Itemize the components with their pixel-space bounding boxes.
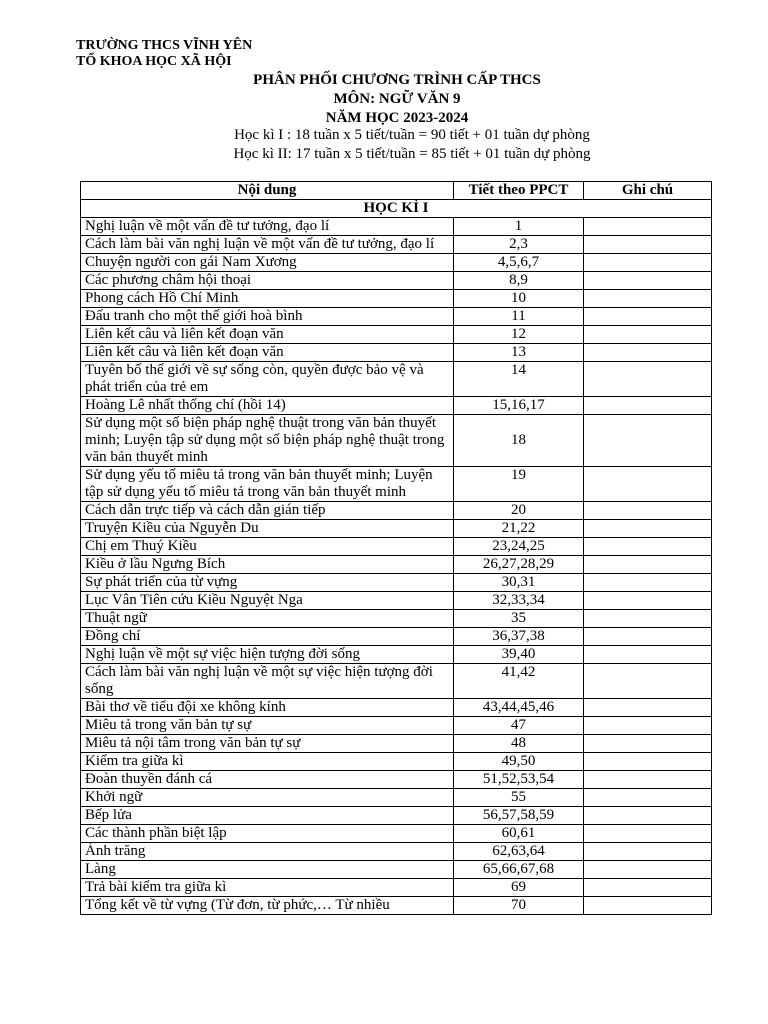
row-content: Sử dụng yếu tố miêu tả trong văn bản thuyết minh; Luyện tập sử dụng yếu tố miêu tả trong văn bản thuyết minh xyxy=(81,467,454,502)
table-row xyxy=(81,825,712,843)
row-notes xyxy=(584,646,712,664)
row-periods: 15,16,17 xyxy=(454,397,584,415)
header-content: Nội dung xyxy=(81,182,454,200)
row-notes xyxy=(584,574,712,592)
title-line-2: MÔN: NGỮ VĂN 9 xyxy=(333,91,461,107)
row-notes xyxy=(584,254,712,272)
row-content: Liên kết câu và liên kết đoạn văn xyxy=(81,344,454,362)
row-notes xyxy=(584,520,712,538)
row-periods: 10 xyxy=(454,290,584,308)
row-periods: 70 xyxy=(454,897,584,915)
table-row xyxy=(81,592,712,610)
row-notes xyxy=(584,897,712,915)
table-row xyxy=(81,897,712,915)
row-periods: 14 xyxy=(454,362,584,397)
school-header xyxy=(76,38,252,70)
row-content: Miêu tả nội tâm trong văn bản tự sự xyxy=(81,735,454,753)
row-notes xyxy=(584,843,712,861)
table-row xyxy=(81,771,712,789)
row-content: Chuyện người con gái Nam Xương xyxy=(81,254,454,272)
header-notes: Ghi chú xyxy=(584,182,712,200)
row-content: Kiều ở lầu Ngưng Bích xyxy=(81,556,454,574)
row-periods: 2,3 xyxy=(454,236,584,254)
row-periods: 55 xyxy=(454,789,584,807)
row-notes xyxy=(584,771,712,789)
row-content: Miêu tả trong văn bản tự sự xyxy=(81,717,454,735)
row-content: Ánh trăng xyxy=(81,843,454,861)
row-content: Hoàng Lê nhất thống chí (hồi 14) xyxy=(81,397,454,415)
table-row xyxy=(81,807,712,825)
row-content: Liên kết câu và liên kết đoạn văn xyxy=(81,326,454,344)
table-row xyxy=(81,290,712,308)
table-row xyxy=(81,218,712,236)
row-notes xyxy=(584,467,712,502)
row-notes xyxy=(584,415,712,467)
table-row xyxy=(81,467,712,502)
row-periods: 48 xyxy=(454,735,584,753)
table-row xyxy=(81,538,712,556)
row-content: Các phương châm hội thoại xyxy=(81,272,454,290)
table-row xyxy=(81,717,712,735)
row-periods: 69 xyxy=(454,879,584,897)
row-content: Khởi ngữ xyxy=(81,789,454,807)
row-notes xyxy=(584,290,712,308)
row-periods: 35 xyxy=(454,610,584,628)
row-content: Truyện Kiều của Nguyễn Du xyxy=(81,520,454,538)
section-title: HỌC KÌ I xyxy=(81,200,712,218)
row-notes xyxy=(584,272,712,290)
row-notes xyxy=(584,825,712,843)
table-row xyxy=(81,735,712,753)
table-row xyxy=(81,861,712,879)
row-notes xyxy=(584,789,712,807)
document-title xyxy=(0,71,768,128)
table-row xyxy=(81,843,712,861)
row-content: Cách dẫn trực tiếp và cách dẫn gián tiếp xyxy=(81,502,454,520)
table-row xyxy=(81,254,712,272)
row-notes xyxy=(584,502,712,520)
row-content: Nghị luận về một sự việc hiện tượng đời sống xyxy=(81,646,454,664)
row-notes xyxy=(584,344,712,362)
row-periods: 41,42 xyxy=(454,664,584,699)
title-line-1: PHÂN PHỐI CHƯƠNG TRÌNH CẤP THCS xyxy=(253,72,541,88)
row-periods: 18 xyxy=(454,415,584,467)
row-periods: 36,37,38 xyxy=(454,628,584,646)
row-content: Phong cách Hồ Chí Minh xyxy=(81,290,454,308)
department-name: TỔ KHOA HỌC XÃ HỘI xyxy=(76,54,232,69)
row-notes xyxy=(584,538,712,556)
row-notes xyxy=(584,326,712,344)
table-row xyxy=(81,879,712,897)
row-content: Làng xyxy=(81,861,454,879)
row-content: Kiểm tra giữa kì xyxy=(81,753,454,771)
table-row xyxy=(81,628,712,646)
term-2-summary: Học kì II: 17 tuần x 5 tiết/tuần = 85 tiết + 01 tuần dự phòng xyxy=(233,146,591,162)
row-content: Cách làm bài văn nghị luận về một sự việc hiện tượng đời sống xyxy=(81,664,454,699)
row-periods: 12 xyxy=(454,326,584,344)
table-row xyxy=(81,397,712,415)
row-content: Bài thơ về tiểu đội xe không kính xyxy=(81,699,454,717)
row-content: Chị em Thuý Kiều xyxy=(81,538,454,556)
row-periods: 32,33,34 xyxy=(454,592,584,610)
table-row xyxy=(81,646,712,664)
table-row xyxy=(81,574,712,592)
row-periods: 21,22 xyxy=(454,520,584,538)
table-row xyxy=(81,753,712,771)
row-content: Cách làm bài văn nghị luận về một vấn đề tư tưởng, đạo lí xyxy=(81,236,454,254)
curriculum-table xyxy=(80,181,712,915)
row-content: Lục Vân Tiên cứu Kiều Nguyệt Nga xyxy=(81,592,454,610)
row-periods: 11 xyxy=(454,308,584,326)
row-notes xyxy=(584,717,712,735)
row-periods: 43,44,45,46 xyxy=(454,699,584,717)
row-notes xyxy=(584,610,712,628)
row-content: Bếp lửa xyxy=(81,807,454,825)
table-header-row xyxy=(81,182,712,200)
table-row xyxy=(81,556,712,574)
row-periods: 1 xyxy=(454,218,584,236)
row-periods: 62,63,64 xyxy=(454,843,584,861)
row-notes xyxy=(584,879,712,897)
row-periods: 23,24,25 xyxy=(454,538,584,556)
table-row xyxy=(81,610,712,628)
row-content: Nghị luận về một vấn đề tư tưởng, đạo lí xyxy=(81,218,454,236)
table-row xyxy=(81,272,712,290)
row-periods: 19 xyxy=(454,467,584,502)
header-periods: Tiết theo PPCT xyxy=(454,182,584,200)
term-1-summary: Học kì I : 18 tuần x 5 tiết/tuần = 90 tiết + 01 tuần dự phòng xyxy=(234,127,590,143)
row-periods: 39,40 xyxy=(454,646,584,664)
row-notes xyxy=(584,218,712,236)
row-notes xyxy=(584,664,712,699)
table-row xyxy=(81,344,712,362)
row-notes xyxy=(584,236,712,254)
row-notes xyxy=(584,628,712,646)
table-row xyxy=(81,236,712,254)
row-notes xyxy=(584,592,712,610)
row-periods: 60,61 xyxy=(454,825,584,843)
row-content: Các thành phần biệt lập xyxy=(81,825,454,843)
row-periods: 4,5,6,7 xyxy=(454,254,584,272)
table-row xyxy=(81,502,712,520)
section-row xyxy=(81,200,712,218)
row-content: Đồng chí xyxy=(81,628,454,646)
row-notes xyxy=(584,308,712,326)
row-content: Tổng kết về từ vựng (Từ đơn, từ phức,… Từ nhiều xyxy=(81,897,454,915)
row-periods: 56,57,58,59 xyxy=(454,807,584,825)
row-periods: 13 xyxy=(454,344,584,362)
table-row xyxy=(81,520,712,538)
row-content: Trả bài kiểm tra giữa kì xyxy=(81,879,454,897)
row-content: Thuật ngữ xyxy=(81,610,454,628)
table-row xyxy=(81,699,712,717)
row-notes xyxy=(584,699,712,717)
row-periods: 20 xyxy=(454,502,584,520)
table-row xyxy=(81,362,712,397)
row-periods: 30,31 xyxy=(454,574,584,592)
row-content: Tuyên bố thế giới về sự sống còn, quyền được bảo vệ và phát triển của trẻ em xyxy=(81,362,454,397)
table-row xyxy=(81,789,712,807)
table-row xyxy=(81,326,712,344)
row-notes xyxy=(584,735,712,753)
row-periods: 65,66,67,68 xyxy=(454,861,584,879)
table-row xyxy=(81,664,712,699)
row-notes xyxy=(584,753,712,771)
row-periods: 47 xyxy=(454,717,584,735)
row-notes xyxy=(584,861,712,879)
row-periods: 51,52,53,54 xyxy=(454,771,584,789)
row-notes xyxy=(584,807,712,825)
row-notes xyxy=(584,556,712,574)
row-periods: 8,9 xyxy=(454,272,584,290)
row-periods: 26,27,28,29 xyxy=(454,556,584,574)
row-content: Đoàn thuyền đánh cá xyxy=(81,771,454,789)
table-row xyxy=(81,415,712,467)
school-name: TRƯỜNG THCS VĨNH YÊN xyxy=(76,38,253,53)
table-row xyxy=(81,308,712,326)
row-content: Đấu tranh cho một thế giới hoà bình xyxy=(81,308,454,326)
row-notes xyxy=(584,397,712,415)
row-content: Sự phát triển của từ vựng xyxy=(81,574,454,592)
row-notes xyxy=(584,362,712,397)
title-line-3: NĂM HỌC 2023-2024 xyxy=(325,110,469,126)
row-periods: 49,50 xyxy=(454,753,584,771)
row-content: Sử dụng một số biện pháp nghệ thuật trong văn bản thuyết minh; Luyện tập sử dụng một số biện pháp nghệ thuật trong văn bản thuyết minh xyxy=(81,415,454,467)
